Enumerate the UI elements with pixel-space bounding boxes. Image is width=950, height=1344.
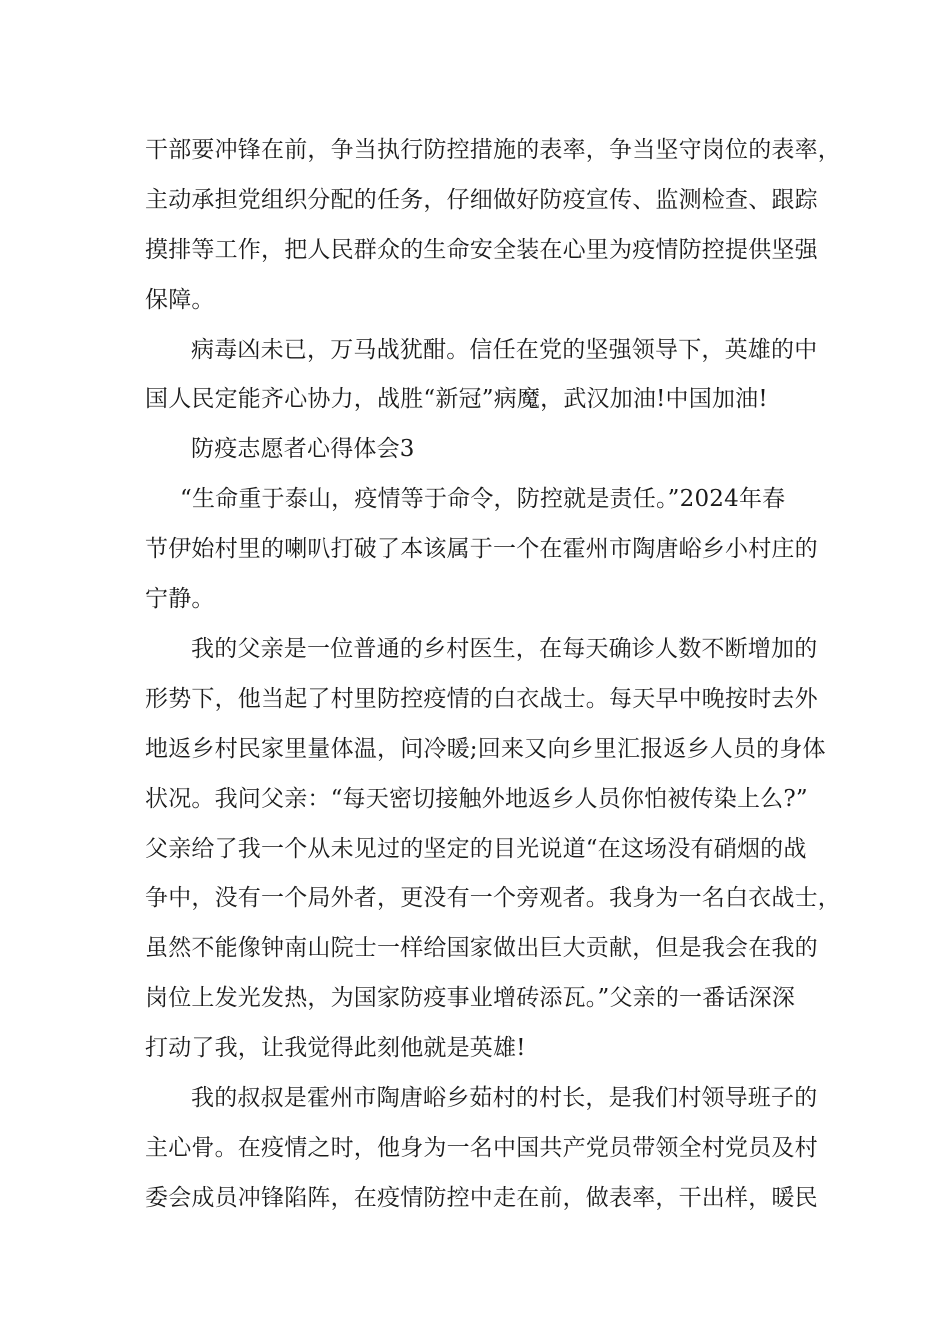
text-line: 国人民定能齐心协力，战胜“新冠”病魔，武汉加油!中国加油!: [145, 386, 768, 412]
text-line: 形势下，他当起了村里防控疫情的白衣战士。每天早中晚按时去外: [145, 686, 818, 712]
text-line: 打动了我，让我觉得此刻他就是英雄!: [145, 1035, 526, 1061]
text-line: 宁静。: [145, 586, 215, 612]
section-heading: 防疫志愿者心得体会3: [191, 436, 415, 462]
text-line: 虽然不能像钟南山院士一样给国家做出巨大贡献，但是我会在我的: [145, 935, 818, 961]
paragraph-first-line: 我的叔叔是霍州市陶唐峪乡茹村的村长，是我们村领导班子的: [191, 1085, 818, 1111]
text-line: 父亲给了我一个从未见过的坚定的目光说道“在这场没有硝烟的战: [145, 836, 807, 862]
text-line: 保障。: [145, 287, 215, 313]
text-line: 主心骨。在疫情之时，他身为一名中国共产党员带领全村党员及村: [145, 1135, 818, 1161]
text-line: 主动承担党组织分配的任务，仔细做好防疫宣传、监测检查、跟踪: [145, 187, 818, 213]
paragraph-first-line: “生命重于泰山，疫情等于命令，防控就是责任。”2024年春: [180, 486, 786, 512]
text-line: 争中，没有一个局外者，更没有一个旁观者。我身为一名白衣战士，: [145, 885, 841, 911]
text-line: 状况。我问父亲：“每天密切接触外地返乡人员你怕被传染上么?”: [145, 786, 808, 812]
text-line: 干部要冲锋在前，争当执行防控措施的表率，争当坚守岗位的表率，: [145, 137, 841, 163]
text-line: 岗位上发光发热，为国家防疫事业增砖添瓦。”父亲的一番话深深: [145, 985, 796, 1011]
paragraph-first-line: 我的父亲是一位普通的乡村医生，在每天确诊人数不断增加的: [191, 636, 818, 662]
text-line: 地返乡村民家里量体温，问冷暖;回来又向乡里汇报返乡人员的身体: [145, 736, 826, 762]
text-line: 节伊始村里的喇叭打破了本该属于一个在霍州市陶唐峪乡小村庄的: [145, 536, 818, 562]
text-line: 委会成员冲锋陷阵，在疫情防控中走在前，做表率，干出样，暖民: [145, 1185, 818, 1211]
text-line: 摸排等工作，把人民群众的生命安全装在心里为疫情防控提供坚强: [145, 237, 818, 263]
paragraph-first-line: 病毒凶未已，万马战犹酣。信任在党的坚强领导下，英雄的中: [191, 337, 818, 363]
